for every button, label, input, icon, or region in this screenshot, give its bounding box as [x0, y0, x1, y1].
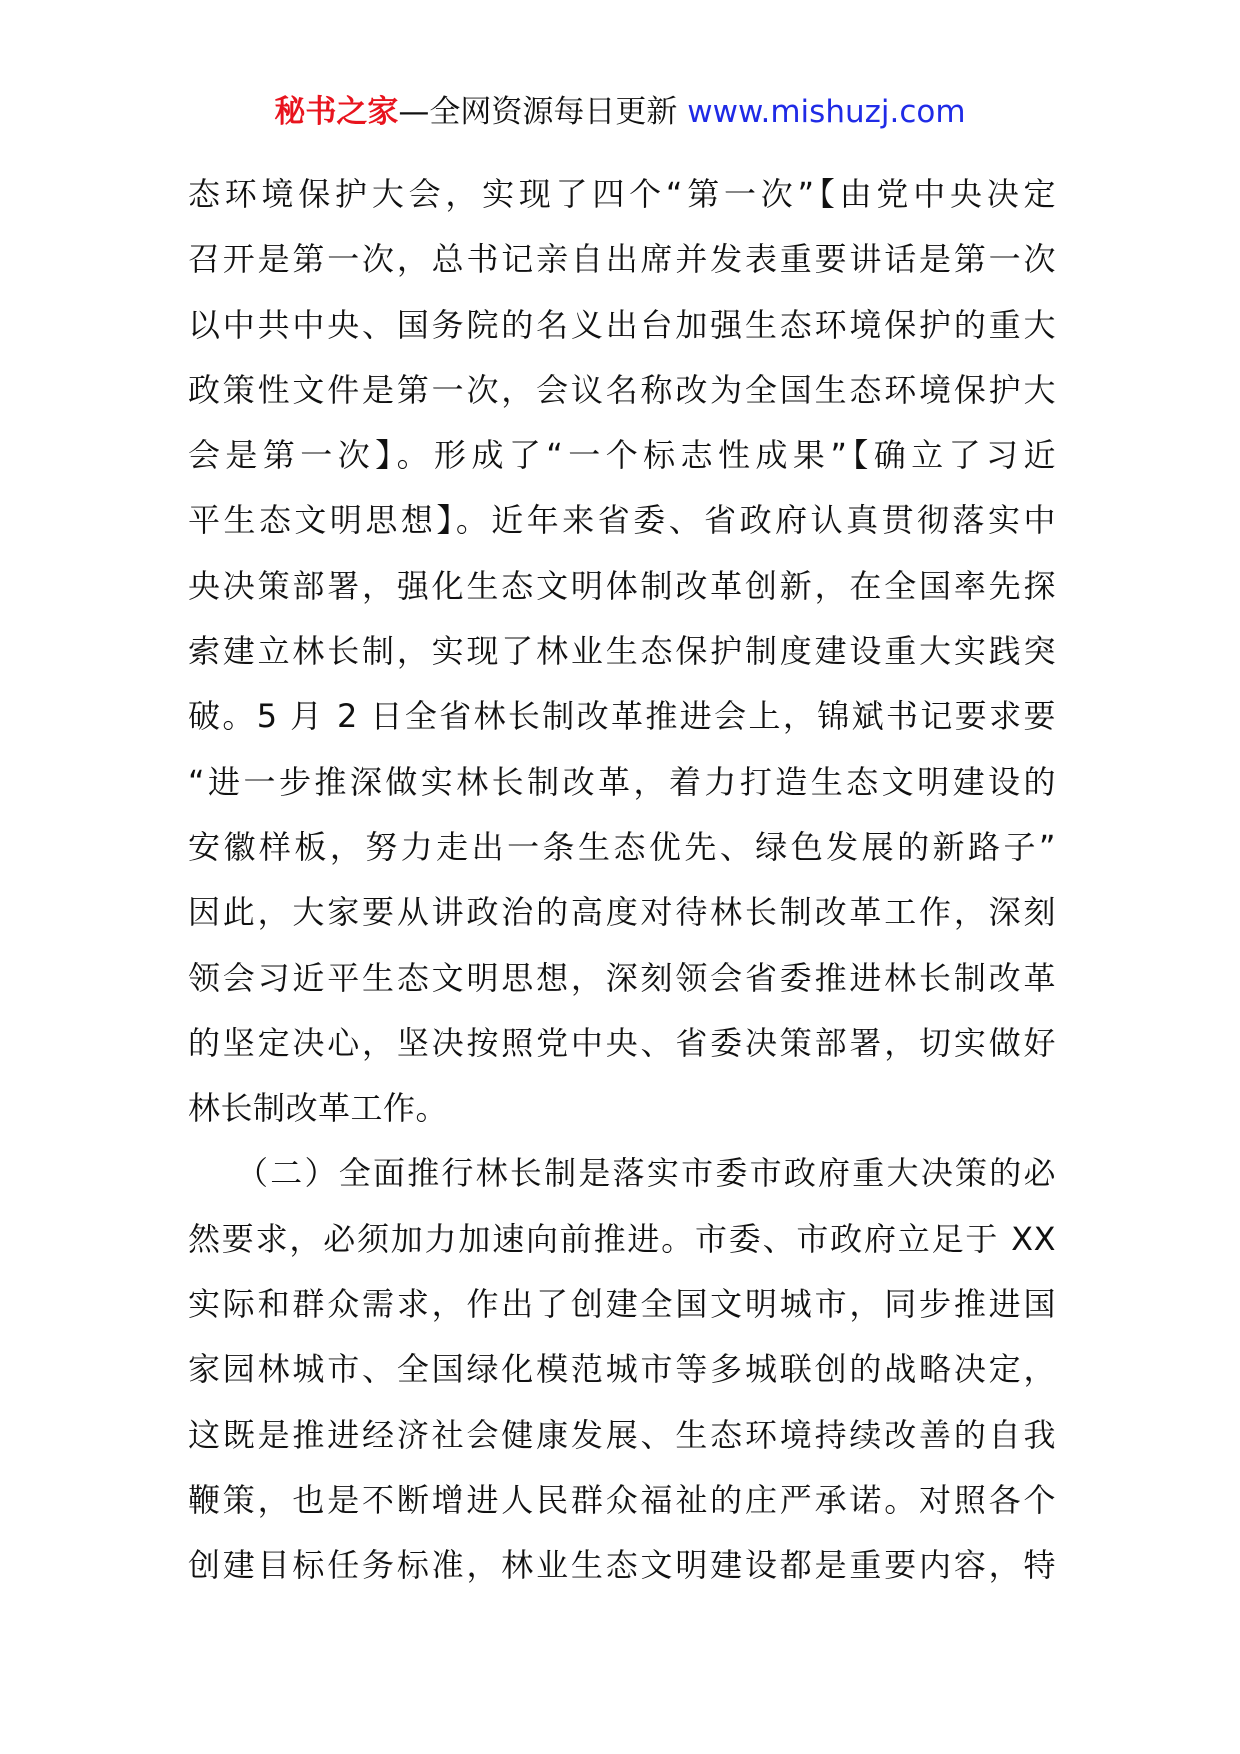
site-tagline: —全网资源每日更新 — [398, 94, 688, 130]
text-line: 实际和群众需求，作出了创建全国文明城市，同步推进国 — [188, 1285, 1056, 1324]
text-line: 家园林城市、全国绿化模范城市等多城联创的战略决定， — [188, 1350, 1056, 1389]
site-brand: 秘书之家 — [274, 94, 399, 130]
paragraph-2 — [188, 1141, 1056, 1598]
text-line: 央决策部署，强化生态文明体制改革创新，在全国率先探 — [188, 566, 1056, 605]
text-line: 平生态文明思想】。近年来省委、省政府认真贯彻落实中 — [188, 501, 1056, 540]
text-line: 鞭策，也是不断增进人民群众福祉的庄严承诺。对照各个 — [188, 1480, 1056, 1519]
text-line: 政策性文件是第一次，会议名称改为全国生态环境保护大 — [188, 370, 1056, 409]
text-line: 然要求，必须加力加速向前推进。市委、市政府立足于 XX — [188, 1219, 1056, 1258]
text-line: 的坚定决心，坚决按照党中央、省委决策部署，切实做好 — [188, 1023, 1056, 1062]
site-header — [0, 92, 1240, 132]
text-line: 召开是第一次，总书记亲自出席并发表重要讲话是第一次 — [188, 240, 1056, 279]
text-line: 安徽样板，努力走出一条生态优先、绿色发展的新路子” — [188, 827, 1056, 866]
text-line: 因此，大家要从讲政治的高度对待林长制改革工作，深刻 — [188, 893, 1056, 932]
text-line: “进一步推深做实林长制改革，着力打造生态文明建设的 — [188, 762, 1056, 801]
site-url-link[interactable]: www.mishuzj.com — [687, 94, 966, 130]
text-line: 创建目标任务标准，林业生态文明建设都是重要内容，特 — [188, 1546, 1056, 1585]
text-line: 索建立林长制，实现了林业生态保护制度建设重大实践突 — [188, 632, 1056, 671]
paragraph-1 — [188, 162, 1056, 1141]
text-line: 以中共中央、国务院的名义出台加强生态环境保护的重大 — [188, 305, 1056, 344]
text-line: （二）全面推行林长制是落实市委市政府重大决策的必 — [236, 1154, 1056, 1193]
text-line: 领会习近平生态文明思想，深刻领会省委推进林长制改革 — [188, 958, 1056, 997]
text-line: 会是第一次】。形成了“一个标志性成果”【确立了习近 — [188, 436, 1056, 475]
text-line: 态环境保护大会，实现了四个“第一次”【由党中央决定 — [188, 175, 1056, 213]
text-line: 林长制改革工作。 — [188, 1089, 449, 1128]
text-line: 这既是推进经济社会健康发展、生态环境持续改善的自我 — [188, 1415, 1056, 1454]
text-line: 破。5 月 2 日全省林长制改革推进会上，锦斌书记要求要 — [188, 697, 1056, 736]
document-body — [188, 162, 1056, 1599]
